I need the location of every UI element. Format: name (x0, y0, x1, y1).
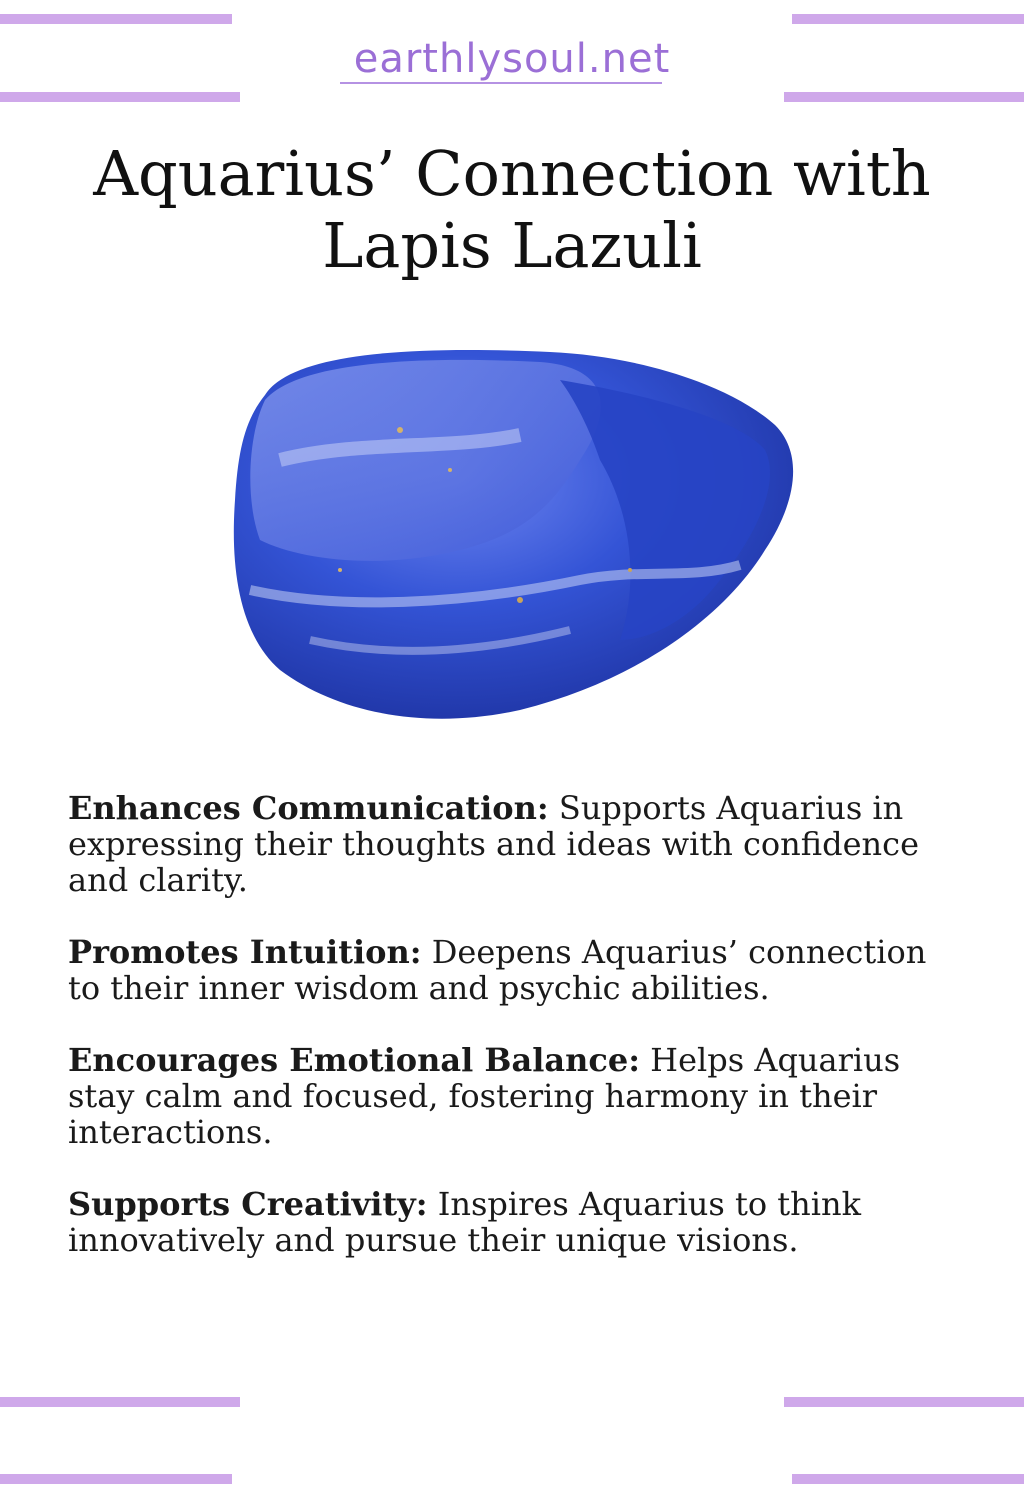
decor-bar-bottom-left (0, 1474, 232, 1484)
benefit-text: Inspires Aquarius to think innovatively and pursue their unique visions. (68, 1185, 861, 1259)
benefit-item (68, 790, 968, 898)
decor-bar-bottom-right-upper (784, 1397, 1024, 1407)
benefit-item (68, 1042, 968, 1150)
title-line-2: Lapis Lazuli (322, 209, 702, 282)
site-logo[interactable]: earthlysoul.net (353, 36, 671, 82)
decor-bar-bottom-right (792, 1474, 1024, 1484)
benefit-heading: Enhances Communication: (68, 789, 549, 827)
benefit-heading: Supports Creativity: (68, 1185, 428, 1223)
page-title (40, 138, 984, 282)
decor-bar-top-left (0, 14, 232, 24)
logo-underline (340, 82, 662, 84)
benefit-item (68, 1186, 968, 1258)
benefit-heading: Promotes Intuition: (68, 933, 422, 971)
benefit-heading: Encourages Emotional Balance: (68, 1041, 640, 1079)
benefit-text: Deepens Aquarius’ connection to their inner wisdom and psychic abilities. (68, 933, 927, 1007)
benefit-text: Supports Aquarius in expressing their thoughts and ideas with confidence and clarity. (68, 789, 920, 899)
benefit-item (68, 934, 968, 1006)
decor-bar-top-left-lower (0, 92, 240, 102)
benefit-text: Helps Aquarius stay calm and focused, fostering harmony in their interactions. (68, 1041, 901, 1151)
title-line-1: Aquarius’ Connection with (93, 137, 931, 210)
benefits-list (68, 790, 968, 1294)
decor-bar-top-right (792, 14, 1024, 24)
lapis-lazuli-stone-icon (220, 340, 810, 730)
lapis-lazuli-stone-image (220, 340, 810, 730)
decor-bar-top-right-lower (784, 92, 1024, 102)
decor-bar-bottom-left-upper (0, 1397, 240, 1407)
